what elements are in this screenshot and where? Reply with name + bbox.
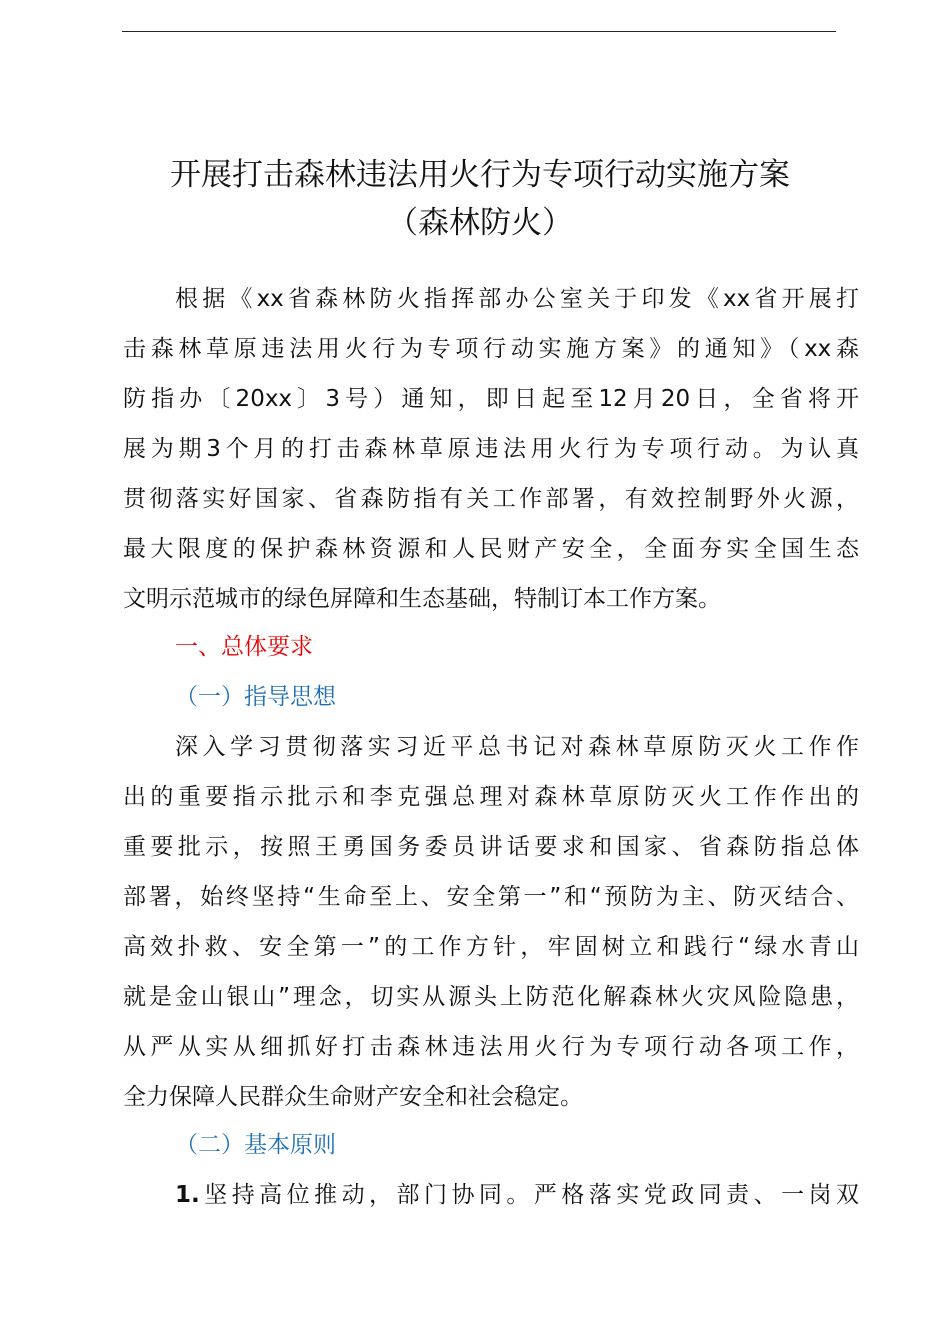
paragraph-line: 展为期3个月的打击森林草原违法用火行为专项行动。为认真: [123, 436, 859, 462]
subheading-basic-principles: （二）基本原则: [175, 1132, 336, 1158]
paragraph-line: 最大限度的保护森林资源和人民财产安全，全面夯实全国生态: [123, 536, 859, 562]
paragraph-line: 重要批示，按照王勇国务委员讲话要求和国家、省森防指总体: [123, 834, 859, 860]
list-number: 1.: [175, 1182, 200, 1208]
paragraph-line: 全力保障人民群众生命财产安全和社会稳定。: [123, 1084, 583, 1110]
paragraph-line: 部署，始终坚持“生命至上、安全第一”和“预防为主、防灭结合、: [123, 884, 859, 910]
paragraph-line: 根据《xx省森林防火指挥部办公室关于印发《xx省开展打: [175, 286, 859, 312]
paragraph-line: 文明示范城市的绿色屏障和生态基础，特制订本工作方案。: [123, 586, 721, 612]
paragraph-line: 贯彻落实好国家、省森防指有关工作部署，有效控制野外火源，: [123, 486, 859, 512]
paragraph-guiding-ideology: [123, 722, 859, 1122]
paragraph-line: 从严从实从细抓好打击森林违法用火行为专项行动各项工作，: [123, 1034, 859, 1060]
paragraph-line-text: 坚持高位推动，部门协同。严格落实党政同责、一岗双: [199, 1182, 859, 1208]
document-subtitle: （森林防火）: [387, 205, 573, 241]
paragraph-line: 击森林草原违法用火行为专项行动实施方案》的通知》（xx森: [123, 336, 859, 362]
subheading-guiding-ideology: （一）指导思想: [175, 684, 336, 710]
paragraph-line: [123, 1170, 859, 1220]
document-title: 开展打击森林违法用火行为专项行动实施方案: [170, 157, 790, 193]
paragraph-line: 高效扑救、安全第一”的工作方针，牢固树立和践行“绿水青山: [123, 934, 859, 960]
paragraph-line: 就是金山银山”理念，切实从源头上防范化解森林火灾风险隐患，: [123, 984, 859, 1010]
paragraph-line: 深入学习贯彻落实习近平总书记对森林草原防灭火工作作: [175, 734, 859, 760]
paragraph-line: 防指办〔20xx〕3号）通知，即日起至12月20日，全省将开: [123, 386, 859, 412]
top-rule: [122, 31, 836, 32]
paragraph-principle-1: [123, 1170, 859, 1220]
paragraph-line: 出的重要指示批示和李克强总理对森林草原防灭火工作作出的: [123, 784, 859, 810]
paragraph-intro: [123, 274, 859, 624]
section-heading-overall-requirements: 一、总体要求: [175, 634, 313, 660]
